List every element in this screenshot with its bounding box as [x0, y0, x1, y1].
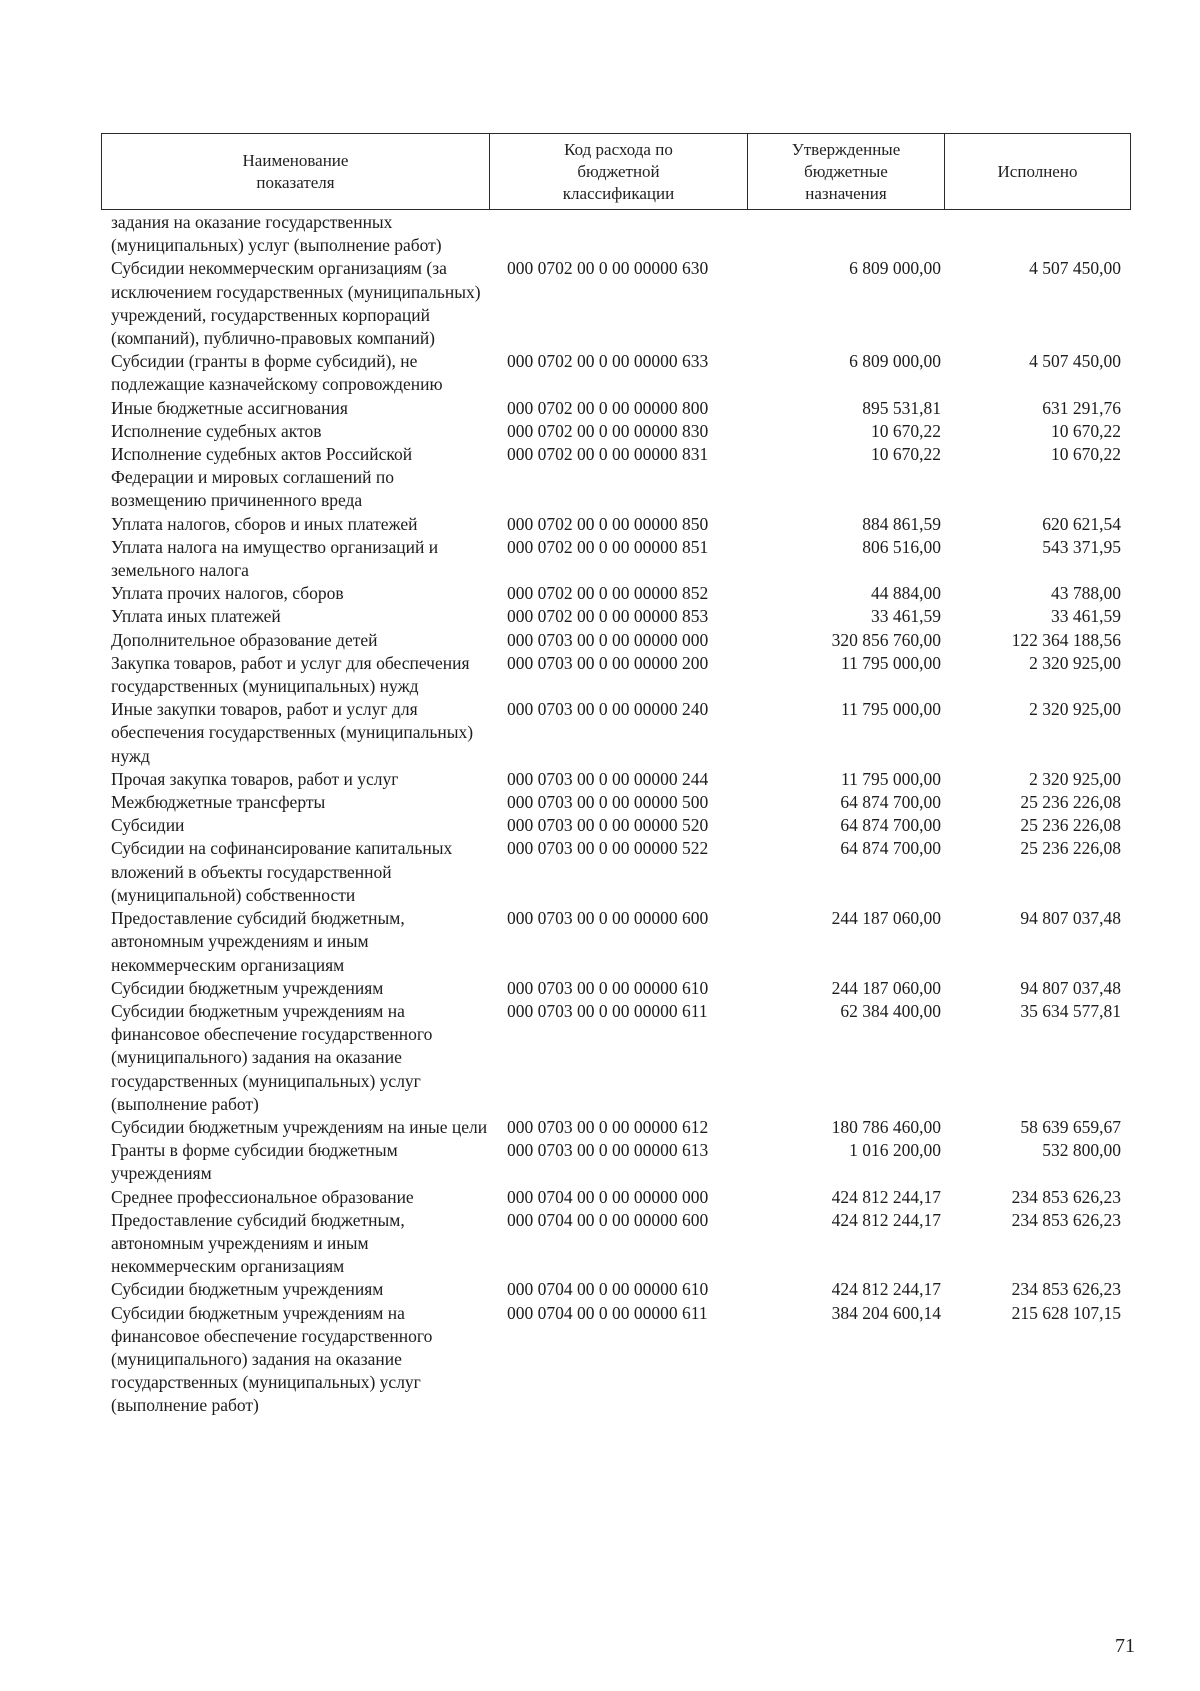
row-name: Закупка товаров, работ и услуг для обеспечения государственных (муниципальных) нужд: [111, 652, 470, 697]
row-executed: 122 364 188,56: [1011, 629, 1121, 650]
row-code: 000 0702 00 0 00 00000 830: [507, 420, 709, 441]
table-row: [111, 652, 1131, 698]
budget-table: [111, 211, 1131, 1418]
row-name: Субсидии бюджетным учреждениям: [111, 977, 384, 998]
row-code: 000 0703 00 0 00 00000 000: [507, 629, 709, 650]
row-approved: 320 856 760,00: [831, 629, 941, 650]
table-row: [111, 1302, 1131, 1418]
table-row: [111, 768, 1131, 791]
row-approved: 424 812 244,17: [831, 1279, 941, 1300]
row-executed: 543 371,95: [1042, 536, 1121, 557]
table-row: [111, 536, 1131, 582]
row-approved: 11 795 000,00: [841, 652, 941, 673]
row-name: Субсидии некоммерческим организациям (за исключением государственных (муниципальных) учреждений, государственных корпораций (компаний), публично-правовых компаний): [111, 258, 481, 349]
row-executed: 2 320 925,00: [1029, 652, 1121, 673]
row-code: 000 0703 00 0 00 00000 240: [507, 699, 709, 720]
row-executed: 234 853 626,23: [1011, 1279, 1121, 1300]
row-executed: 25 236 226,08: [1020, 815, 1121, 836]
table-row: [111, 1000, 1131, 1116]
row-code: 000 0703 00 0 00 00000 610: [507, 977, 709, 998]
row-name: Уплата налога на имущество организаций и земельного налога: [111, 536, 439, 581]
row-approved: 10 670,22: [871, 420, 941, 441]
row-name: Прочая закупка товаров, работ и услуг: [111, 768, 399, 789]
row-executed: 25 236 226,08: [1020, 792, 1121, 813]
row-approved: 384 204 600,14: [831, 1302, 941, 1323]
row-code: 000 0704 00 0 00 00000 600: [507, 1209, 709, 1230]
table-row: [111, 907, 1131, 977]
row-approved: 244 187 060,00: [831, 977, 941, 998]
table-row: [111, 791, 1131, 814]
table-row: [111, 1209, 1131, 1279]
row-approved: 44 884,00: [871, 583, 941, 604]
row-name: Исполнение судебных актов: [111, 420, 322, 441]
row-code: 000 0703 00 0 00 00000 612: [507, 1116, 709, 1137]
row-name: Субсидии: [111, 815, 185, 836]
row-approved: 424 812 244,17: [831, 1186, 941, 1207]
row-code: 000 0704 00 0 00 00000 000: [507, 1186, 709, 1207]
row-name: Гранты в форме субсидии бюджетным учреждениям: [111, 1140, 398, 1184]
row-executed: 532 800,00: [1042, 1140, 1121, 1161]
table-row: [111, 977, 1131, 1000]
row-name: Иные закупки товаров, работ и услуг для обеспечения государственных (муниципальных) нужд: [111, 699, 474, 766]
page-number: 71: [1115, 1635, 1135, 1657]
row-code: 000 0703 00 0 00 00000 522: [507, 838, 709, 859]
table-row: [111, 211, 1131, 257]
row-approved: 62 384 400,00: [840, 1000, 941, 1021]
row-executed: 94 807 037,48: [1020, 977, 1121, 998]
row-executed: 10 670,22: [1051, 444, 1121, 465]
row-approved: [771, 211, 941, 257]
row-executed: 234 853 626,23: [1011, 1186, 1121, 1207]
table-header: [101, 133, 1131, 210]
row-approved: 244 187 060,00: [831, 908, 941, 929]
table-row: [111, 420, 1131, 443]
row-executed: 234 853 626,23: [1011, 1209, 1121, 1230]
row-code: 000 0704 00 0 00 00000 610: [507, 1279, 709, 1300]
header-approved: Утвержденные бюджетные назначения: [748, 134, 945, 209]
row-executed: 25 236 226,08: [1020, 838, 1121, 859]
row-code: 000 0703 00 0 00 00000 200: [507, 652, 709, 673]
table-row: [111, 629, 1131, 652]
row-approved: 884 861,59: [862, 513, 941, 534]
row-name: задания на оказание государственных (муниципальных) услуг (выполнение работ): [111, 212, 442, 256]
table-row: [111, 397, 1131, 420]
row-approved: 6 809 000,00: [849, 351, 941, 372]
table-row: [111, 1278, 1131, 1301]
row-approved: 424 812 244,17: [831, 1209, 941, 1230]
table-row: [111, 350, 1131, 396]
row-executed: 10 670,22: [1051, 420, 1121, 441]
row-approved: 180 786 460,00: [831, 1116, 941, 1137]
row-name: Исполнение судебных актов Российской Федерации и мировых соглашений по возмещению причиненного вреда: [111, 444, 413, 511]
row-approved: 64 874 700,00: [840, 838, 941, 859]
row-executed: 4 507 450,00: [1029, 258, 1121, 279]
row-approved: 895 531,81: [862, 397, 941, 418]
row-name: Субсидии бюджетным учреждениям на иные цели: [111, 1116, 488, 1137]
row-code: 000 0702 00 0 00 00000 853: [507, 606, 709, 627]
row-approved: 64 874 700,00: [840, 792, 941, 813]
row-code: 000 0703 00 0 00 00000 244: [507, 768, 709, 789]
row-code: 000 0702 00 0 00 00000 831: [507, 444, 709, 465]
row-approved: 806 516,00: [862, 536, 941, 557]
row-code: 000 0702 00 0 00 00000 852: [507, 583, 709, 604]
row-approved: 6 809 000,00: [849, 258, 941, 279]
table-row: [111, 582, 1131, 605]
row-code: 000 0702 00 0 00 00000 850: [507, 513, 709, 534]
row-executed: 2 320 925,00: [1029, 768, 1121, 789]
row-name: Предоставление субсидий бюджетным, автономным учреждениям и иным некоммерческим организациям: [111, 1209, 405, 1277]
table-row: [111, 837, 1131, 907]
row-approved: 10 670,22: [871, 444, 941, 465]
table-row: [111, 698, 1131, 768]
row-name: Уплата налогов, сборов и иных платежей: [111, 513, 418, 534]
row-name: Предоставление субсидий бюджетным, автономным учреждениям и иным некоммерческим организациям: [111, 908, 405, 975]
row-name: Иные бюджетные ассигнования: [111, 397, 348, 418]
row-code: 000 0703 00 0 00 00000 500: [507, 792, 709, 813]
row-name: Субсидии бюджетным учреждениям на финансовое обеспечение государственного (муниципального) задания на оказание государственных (муниципальных) услуг (выполнение работ): [111, 1302, 433, 1416]
row-code: 000 0703 00 0 00 00000 613: [507, 1140, 709, 1161]
row-name: Субсидии бюджетным учреждениям: [111, 1279, 384, 1300]
row-executed: 58 639 659,67: [1020, 1116, 1121, 1137]
row-executed: 215 628 107,15: [1011, 1302, 1121, 1323]
row-executed: 33 461,59: [1051, 606, 1121, 627]
row-executed: 2 320 925,00: [1029, 699, 1121, 720]
row-approved: 11 795 000,00: [841, 768, 941, 789]
row-code: 000 0702 00 0 00 00000 851: [507, 536, 709, 557]
row-executed: 620 621,54: [1042, 513, 1121, 534]
table-row: [111, 1116, 1131, 1139]
table-row: [111, 814, 1131, 837]
row-approved: 1 016 200,00: [849, 1140, 941, 1161]
row-code: 000 0702 00 0 00 00000 800: [507, 397, 709, 418]
table-row: [111, 257, 1131, 350]
row-approved: 64 874 700,00: [840, 815, 941, 836]
row-code: 000 0703 00 0 00 00000 600: [507, 908, 709, 929]
row-name: Межбюджетные трансферты: [111, 792, 326, 813]
row-code: 000 0703 00 0 00 00000 520: [507, 815, 709, 836]
row-code: 000 0704 00 0 00 00000 611: [507, 1302, 708, 1323]
row-code: [501, 211, 771, 257]
header-code: Код расхода по бюджетной классификации: [490, 134, 748, 209]
row-name: Уплата прочих налогов, сборов: [111, 583, 344, 604]
row-code: 000 0702 00 0 00 00000 630: [507, 258, 709, 279]
row-code: 000 0703 00 0 00 00000 611: [507, 1000, 708, 1021]
header-executed: Исполнено: [997, 161, 1078, 181]
row-executed: 631 291,76: [1042, 397, 1121, 418]
row-approved: 11 795 000,00: [841, 699, 941, 720]
row-name: Среднее профессиональное образование: [111, 1186, 414, 1207]
table-row: [111, 1139, 1131, 1185]
row-name: Субсидии на софинансирование капитальных вложений в объекты государственной (муниципальной) собственности: [111, 838, 453, 905]
row-executed: [941, 211, 1121, 257]
table-row: [111, 513, 1131, 536]
table-row: [111, 1186, 1131, 1209]
row-name: Уплата иных платежей: [111, 606, 281, 627]
row-name: Субсидии бюджетным учреждениям на финансовое обеспечение государственного (муниципального) задания на оказание государственных (муниципальных) услуг (выполнение работ): [111, 1000, 433, 1114]
row-name: Субсидии (гранты в форме субсидий), не подлежащие казначейскому сопровождению: [111, 351, 443, 395]
row-executed: 43 788,00: [1051, 583, 1121, 604]
row-approved: 33 461,59: [871, 606, 941, 627]
table-row: [111, 443, 1131, 513]
row-executed: 4 507 450,00: [1029, 351, 1121, 372]
row-name: Дополнительное образование детей: [111, 629, 378, 650]
table-row: [111, 605, 1131, 628]
row-executed: 94 807 037,48: [1020, 908, 1121, 929]
row-code: 000 0702 00 0 00 00000 633: [507, 351, 709, 372]
row-executed: 35 634 577,81: [1020, 1000, 1121, 1021]
header-name: Наименование показателя: [102, 134, 490, 209]
